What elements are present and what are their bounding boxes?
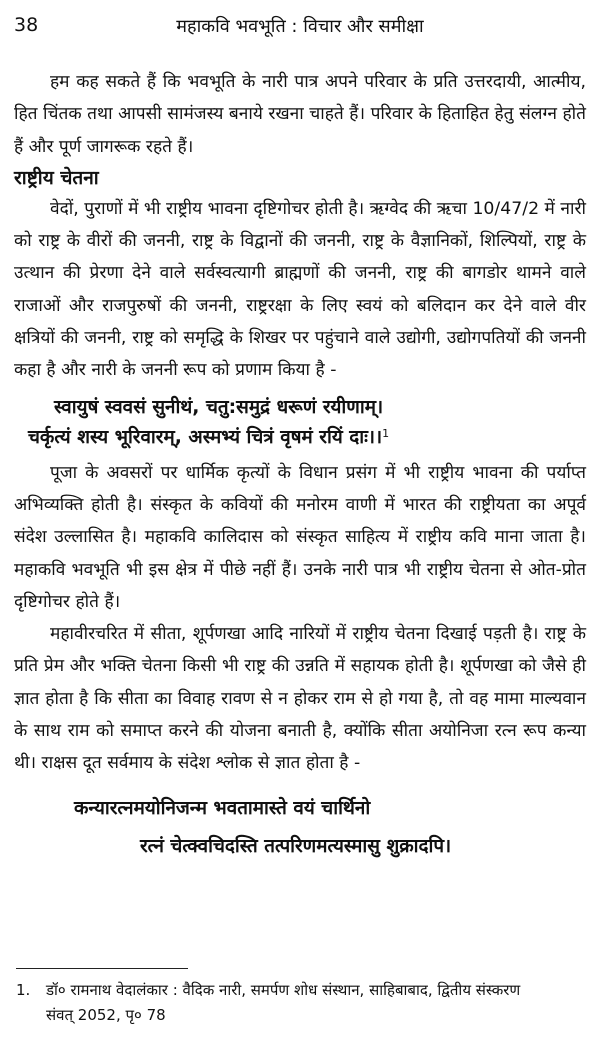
page-header bbox=[14, 8, 586, 42]
running-title: महाकवि भवभूति : विचार और समीक्षा bbox=[176, 16, 424, 37]
shloka-line-1: कन्यारत्नमयोनिजन्म भवतामास्ते वयं चार्थिनो bbox=[74, 797, 371, 819]
paragraph-vedas: वेदों, पुराणों में भी राष्ट्रीय भावना दृष्टिगोचर होती है। ऋग्वेद की ऋचा 10/47/2 में नारी को राष्ट्र के वीरों की जननी, राष्ट्र के विद्वानों की जननी, राष्ट्र के वैज्ञानिकों, शिल्पियों, राष्ट्र के उत्थान की प्रेरणा देने वाले सर्वस्वत्यागी ब्राह्मणों की जननी, राष्ट्र की बागडोर थामने वाले राजाओं और राजपुरुषों की जननी, राष्ट्ररक्षा के लिए स्वयं को बलिदान कर देने वाले वीर क्षत्रियों की जननी, राष्ट्र को समृद्धि के शिखर पर पहुंचाने वाले उद्योगी, उद्योगपतियों की जननी कहा है और नारी के जननी रूप को प्रणाम किया है - bbox=[14, 198, 586, 381]
verse-line-1: स्वायुषं स्ववसं सुनीथं, चतु:समुद्रं धरूणं रयीणाम्। bbox=[54, 396, 384, 418]
footnote-text-line-1: डॉ० रामनाथ वेदालंकार : वैदिक नारी, समर्पण शोध संस्थान, साहिबाबाद, द्वितीय संस्करण bbox=[46, 981, 521, 999]
paragraph-mahaviracharita: महावीरचरित में सीता, शूर्पणखा आदि नारियों में राष्ट्रीय चेतना दिखाई पड़ती है। राष्ट्र के प्रति प्रेम और भक्ति चेतना किसी भी राष्ट्र की उन्नति में सहायक होती है। शूर्पणखा को जैसे ही ज्ञात होता है कि सीता का विवाह रावण से न होकर राम से हो गया है, तो वह मामा माल्यवान के साथ राम को समाप्त करने की योजना बनाती है, क्योंकि सीता अयोनिजा रत्न रूप कन्या थी। राक्षस दूत सर्वमाय के संदेश श्लोक से ज्ञात होता है - bbox=[14, 624, 586, 774]
vedic-verse bbox=[14, 393, 586, 453]
footnote-marker: 1 bbox=[382, 426, 390, 440]
verse-line-2 bbox=[14, 423, 586, 453]
section-heading: राष्ट्रीय चेतना bbox=[14, 166, 99, 189]
verse-line-2-text: चर्कृत्यं शस्य भूरिवारम्, अस्मभ्यं चित्रं वृषमं रयिं दाः।। bbox=[28, 426, 383, 448]
page-number: 38 bbox=[14, 14, 39, 36]
paragraph-family: हम कह सकते हैं कि भवभूति के नारी पात्र अपने परिवार के प्रति उत्तरदायी, आत्मीय, हित चिंतक तथा आपसी सामंजस्य बनाये रखना चाहते हैं। परिवार के हिताहित हेतु संलग्न होते हैं और पूर्ण जागरूक रहते हैं। bbox=[14, 72, 586, 157]
footnote bbox=[16, 978, 586, 1028]
paragraph-worship: पूजा के अवसरों पर धार्मिक कृत्यों के विधान प्रसंग में भी राष्ट्रीय भावना की पर्याप्त अभिव्यक्ति होती है। संस्कृत के कवियों की मनोरम वाणी में भारत की राष्ट्रीयता का अपूर्व संदेश उल्लासित है। महाकवि कालिदास को संस्कृत साहित्य में राष्ट्रीय कवि माना जाता है। महाकवि भवभूति भी इस क्षेत्र में पीछे नहीं हैं। उनके नारी पात्र भी राष्ट्रीय चेतना से ओत-प्रोत दृष्टिगोचर होते हैं। bbox=[14, 462, 586, 612]
footnote-divider bbox=[16, 968, 188, 969]
footnote-number: 1. bbox=[16, 981, 31, 999]
footnote-text-line-2: संवत् 2052, पृ० 78 bbox=[46, 1006, 166, 1024]
shloka-line-2: रत्नं चेत्क्वचिदस्ति तत्परिणमत्यस्मासु शुक्रादपि। bbox=[140, 835, 452, 857]
page-body bbox=[14, 66, 586, 866]
sanskrit-shloka bbox=[14, 790, 586, 866]
